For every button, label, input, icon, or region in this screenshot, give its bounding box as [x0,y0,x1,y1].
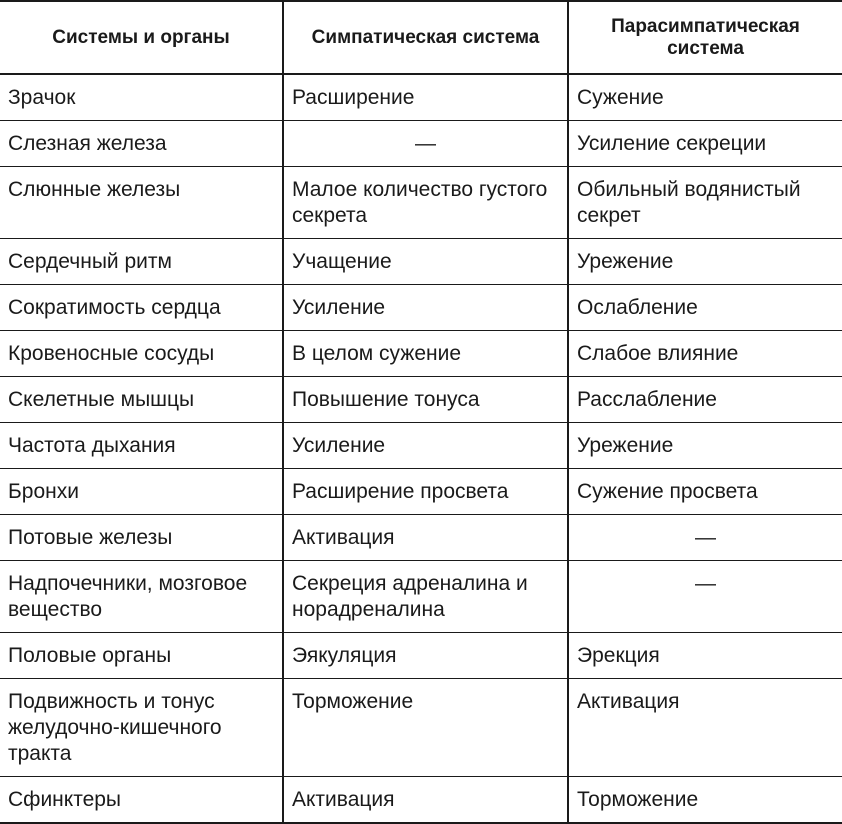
parasympathetic-cell: Активация [568,679,842,777]
sympathetic-cell: Активация [283,777,568,824]
parasympathetic-cell: Сужение просвета [568,469,842,515]
table-row [0,561,842,633]
parasympathetic-cell: Урежение [568,239,842,285]
table-row [0,121,842,167]
table-row [0,679,842,777]
table-row [0,331,842,377]
organ-cell: Скелетные мышцы [0,377,283,423]
sympathetic-cell: Повышение тонуса [283,377,568,423]
table-row [0,167,842,239]
organ-cell: Сердечный ритм [0,239,283,285]
parasympathetic-cell: Ослабление [568,285,842,331]
sympathetic-cell: Эякуляция [283,633,568,679]
organ-cell: Зрачок [0,74,283,121]
organ-cell: Бронхи [0,469,283,515]
parasympathetic-cell: Усиление секреции [568,121,842,167]
parasympathetic-cell: Эрекция [568,633,842,679]
table-row [0,633,842,679]
sympathetic-cell: Учащение [283,239,568,285]
parasympathetic-cell: Слабое влияние [568,331,842,377]
parasympathetic-cell: — [568,561,842,633]
table-row [0,377,842,423]
header-row [0,1,842,74]
parasympathetic-cell: Сужение [568,74,842,121]
table-row [0,777,842,824]
header-sympathetic: Симпатическая система [283,1,568,74]
organ-cell: Сфинктеры [0,777,283,824]
table-header [0,1,842,74]
organ-cell: Слюнные железы [0,167,283,239]
sympathetic-cell: В целом сужение [283,331,568,377]
organ-cell: Слезная железа [0,121,283,167]
sympathetic-cell: Усиление [283,285,568,331]
table-row [0,469,842,515]
sympathetic-cell: Расширение [283,74,568,121]
header-systems-organs: Системы и органы [0,1,283,74]
parasympathetic-cell: Урежение [568,423,842,469]
sympathetic-cell: Усиление [283,423,568,469]
parasympathetic-cell: — [568,515,842,561]
table-row [0,423,842,469]
sympathetic-cell: Активация [283,515,568,561]
organ-cell: Кровеносные сосуды [0,331,283,377]
table-row [0,239,842,285]
table-row [0,74,842,121]
sympathetic-cell: Торможение [283,679,568,777]
organ-cell: Потовые железы [0,515,283,561]
organ-cell: Сократимость сердца [0,285,283,331]
organ-cell: Подвижность и тонус желудочно-кишечного тракта [0,679,283,777]
organ-cell: Надпочечники, мозговое вещество [0,561,283,633]
sympathetic-cell: Малое количество густого секрета [283,167,568,239]
table-body [0,74,842,823]
parasympathetic-cell: Расслабление [568,377,842,423]
parasympathetic-cell: Торможение [568,777,842,824]
parasympathetic-cell: Обильный водянистый секрет [568,167,842,239]
organ-cell: Частота дыхания [0,423,283,469]
sympathetic-cell: Секреция адреналина и норадреналина [283,561,568,633]
table-row [0,515,842,561]
sympathetic-cell: Расширение просвета [283,469,568,515]
organ-cell: Половые органы [0,633,283,679]
table-row [0,285,842,331]
sympathetic-cell: — [283,121,568,167]
header-parasympathetic: Парасимпатическая система [568,1,842,74]
